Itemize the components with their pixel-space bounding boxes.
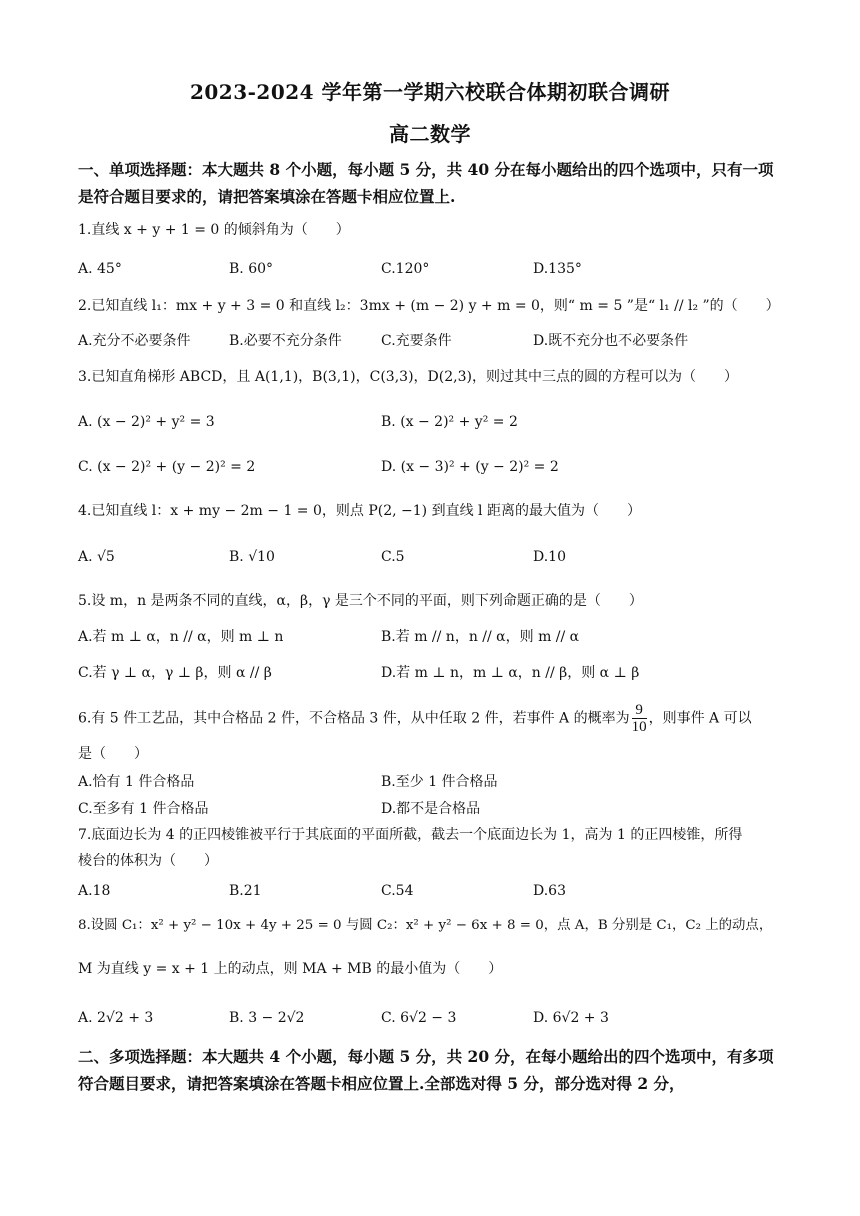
question-6-stem-part-a: 6.有 5 件工艺品，其中合格品 2 件，不合格品 3 件，从中任取 2 件，若事件 A 的概率为 bbox=[78, 710, 630, 727]
question-5-stem: 5.设 m，n 是两条不同的直线，α，β，γ 是三个不同的平面，则下列命题正确的是（ ） bbox=[78, 593, 643, 609]
question-1-stem: 1.直线 x + y + 1 = 0 的倾斜角为（ ） bbox=[78, 222, 350, 238]
question-8-option-c: C. 6√2 − 3 bbox=[381, 1010, 457, 1026]
question-4-option-b: B. √10 bbox=[229, 549, 275, 565]
question-3-option-b: B. (x − 2)² + y² = 2 bbox=[381, 414, 518, 430]
question-4-option-c: C.5 bbox=[381, 549, 405, 565]
question-7-option-d: D.63 bbox=[533, 883, 566, 899]
question-8-option-b: B. 3 − 2√2 bbox=[229, 1010, 305, 1026]
question-4-stem: 4.已知直线 l：x + my − 2m − 1 = 0，则点 P(2, −1) 到直线 l 距离的最大值为（ ） bbox=[78, 503, 641, 519]
question-6-stem bbox=[78, 702, 790, 735]
question-5-option-a: A.若 m ⊥ α，n // α，则 m ⊥ n bbox=[78, 629, 284, 645]
question-2-option-d: D.既不充分也不必要条件 bbox=[533, 333, 689, 349]
question-6-option-c: C.至多有 1 件合格品 bbox=[78, 801, 209, 817]
question-3-option-c: C. (x − 2)² + (y − 2)² = 2 bbox=[78, 459, 256, 475]
question-2-option-b: B.必要不充分条件 bbox=[229, 333, 342, 349]
question-2-option-a: A.充分不必要条件 bbox=[78, 333, 191, 349]
section-1-heading: 一、单项选择题：本大题共 8 个小题，每小题 5 分，共 40 分在每小题给出的四个选项中，只有一项是符合题目要求的，请把答案填涂在答题卡相应位置上. bbox=[78, 160, 774, 206]
exam-subject: 高二数学 bbox=[389, 122, 471, 146]
question-6-option-b: B.至少 1 件合格品 bbox=[381, 774, 498, 790]
question-6-option-d: D.都不是合格品 bbox=[381, 801, 481, 817]
question-6-stem-continued: 是（ ） bbox=[78, 746, 148, 762]
question-8-stem: 8.设圆 C₁：x² + y² − 10x + 4y + 25 = 0 与圆 C₂：x² + y² − 6x + 8 = 0，点 A，B 分别是 C₁，C₂ 上的动点， bbox=[78, 918, 773, 933]
exam-title: 2023-2024 学年第一学期六校联合体期初联合调研 bbox=[189, 80, 671, 104]
question-5-option-b: B.若 m // n，n // α，则 m // α bbox=[381, 629, 580, 645]
fraction-numerator: 9 bbox=[632, 702, 647, 719]
question-4-option-a: A. √5 bbox=[78, 549, 115, 565]
question-3-option-a: A. (x − 2)² + y² = 3 bbox=[78, 414, 215, 430]
question-8-stem-continued: M 为直线 y = x + 1 上的动点，则 MA + MB 的最小值为（ ） bbox=[78, 961, 503, 977]
question-8-option-d: D. 6√2 + 3 bbox=[533, 1010, 609, 1026]
question-5-option-c: C.若 γ ⊥ α，γ ⊥ β，则 α // β bbox=[78, 665, 272, 681]
question-2-option-c: C.充要条件 bbox=[381, 333, 452, 349]
question-7-option-b: B.21 bbox=[229, 883, 262, 899]
question-8-option-a: A. 2√2 + 3 bbox=[78, 1010, 154, 1026]
question-6-stem-part-b: ，则事件 A 可以 bbox=[648, 710, 752, 727]
question-1-option-a: A. 45° bbox=[78, 261, 122, 277]
question-7-option-a: A.18 bbox=[78, 883, 111, 899]
question-1-option-c: C.120° bbox=[381, 261, 430, 277]
probability-fraction bbox=[632, 702, 647, 735]
fraction-denominator: 10 bbox=[631, 719, 647, 735]
question-3-stem: 3.已知直角梯形 ABCD，且 A(1,1)，B(3,1)，C(3,3)，D(2,3)，则过其中三点的圆的方程可以为（ ） bbox=[78, 369, 738, 385]
section-2-heading: 二、多项选择题：本大题共 4 个小题，每小题 5 分，共 20 分，在每小题给出的四个选项中，有多项符合题目要求，请把答案填涂在答题卡相应位置上.全部选对得 5 分，部分选对得 2 分， bbox=[78, 1047, 774, 1093]
question-7-option-c: C.54 bbox=[381, 883, 414, 899]
question-7-stem: 7.底面边长为 4 的正四棱锥被平行于其底面的平面所截，截去一个底面边长为 1，高为 1 的正四棱锥，所得 bbox=[78, 827, 743, 843]
question-4-option-d: D.10 bbox=[533, 549, 566, 565]
question-1-option-b: B. 60° bbox=[229, 261, 274, 277]
question-7-stem-continued: 棱台的体积为（ ） bbox=[78, 853, 218, 869]
question-5-option-d: D.若 m ⊥ n，m ⊥ α，n // β，则 α ⊥ β bbox=[381, 665, 640, 681]
question-6-option-a: A.恰有 1 件合格品 bbox=[78, 774, 195, 790]
question-3-option-d: D. (x − 3)² + (y − 2)² = 2 bbox=[381, 459, 559, 475]
question-1-option-d: D.135° bbox=[533, 261, 582, 277]
question-2-stem: 2.已知直线 l₁：mx + y + 3 = 0 和直线 l₂：3mx + (m − 2) y + m = 0，则“ m = 5 ”是“ l₁ // l₂ ”的（ ） bbox=[78, 298, 780, 314]
